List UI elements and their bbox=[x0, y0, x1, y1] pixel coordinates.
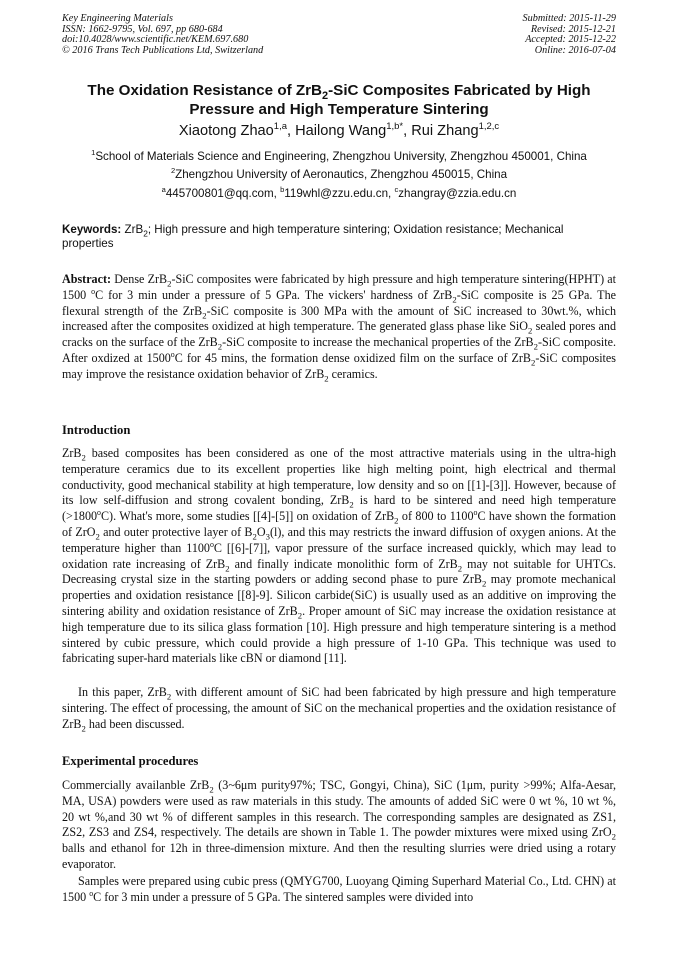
subscript: 2 bbox=[225, 562, 230, 573]
subscript: 2 bbox=[252, 531, 257, 542]
experimental-paragraph-1 bbox=[62, 778, 616, 873]
author-emails bbox=[62, 187, 616, 201]
superscript: o bbox=[97, 508, 101, 518]
superscript: o bbox=[473, 508, 478, 518]
body-text: (l), and this may restricts the inward diffusion of oxygen anions. At the temperature higher than 1100 bbox=[62, 524, 616, 555]
abstract-text: -SiC composites may improve the resistance oxidation behavior of ZrB bbox=[62, 350, 616, 381]
title-text: The Oxidation Resistance of ZrB bbox=[87, 82, 323, 99]
author-affiliation-mark: 1,b* bbox=[386, 121, 404, 133]
abstract-text: sealed pores and cracks on the surface of the ZrB bbox=[62, 319, 616, 350]
experimental-paragraph-2 bbox=[62, 874, 616, 906]
affiliation-mark: 2 bbox=[170, 166, 176, 176]
body-text: of 800 to 1100 bbox=[398, 509, 474, 524]
body-text: C for 3 min under a pressure of 5 GPa. The sintered samples were divided into bbox=[93, 889, 474, 904]
superscript: o bbox=[170, 349, 175, 359]
body-text: may promote mechanical properties and oxidation resistance [[8]-9]. Silicon carbide(SiC) is usually used as an additive on improving the sintering ability and oxidation resistance of ZrB bbox=[62, 572, 616, 618]
keywords-text: ZrB bbox=[124, 223, 144, 236]
subscript: 2 bbox=[95, 531, 100, 542]
author-name: Hailong Wang bbox=[295, 123, 387, 139]
body-text: . Proper amount of SiC may increase the oxidation resistance at high temperature due to its silica glass formation [10]. High pressure and high temperature sintering is a method sintered by cubic pressure, which could provide a high pressure of 1-10 GPa. This technique was used to fabricating super-hard materials like cBN or diamond [11]. bbox=[62, 603, 616, 666]
subscript: 2 bbox=[457, 562, 463, 573]
subscript: 2 bbox=[533, 341, 538, 352]
issn-line: ISSN: 1662-9795, Vol. 697, pp 680-684 bbox=[62, 23, 223, 35]
keywords bbox=[62, 223, 616, 250]
body-text: based composites has been considered as one of the most attractive materials using in the ultra-high temperature ceramics due to its excellent properties like high melting point, high electrical and thermal conductivity, good mechanical stability at high temperature, low density and so on [[1]-[3]]. However, because of its low self-diffusion and strong covalent bonding, ZrB bbox=[62, 446, 616, 508]
abstract-text: ceramics. bbox=[328, 366, 378, 381]
body-text: Samples were prepared using cubic press (QMYG700, Luoyang Qiming Superhard Material Co., Ltd. CHN) at 1500 bbox=[62, 874, 616, 904]
title-text: -SiC Composites Fabricated by High Pressure and High Temperature Sintering bbox=[189, 82, 591, 118]
keywords-text: ; High pressure and high temperature sintering; Oxidation resistance; Mechanical properties bbox=[62, 223, 564, 250]
journal-name: Key Engineering Materials bbox=[62, 13, 173, 24]
body-text: and finally indicate monolithic form of ZrB bbox=[229, 556, 458, 571]
subscript: 2 bbox=[481, 578, 487, 589]
abstract-text: C for 45 mins, the formation dense oxidized film on the surface of ZrB bbox=[174, 350, 532, 365]
introduction-heading: Introduction bbox=[62, 423, 131, 437]
keywords-label: Keywords: bbox=[62, 223, 122, 236]
online-date: Online: 2016-07-04 bbox=[534, 44, 616, 56]
author-list: Xiaotong Zhao$^{1,a}$, Hailong Wang$^{1,b*}$, Rui Zhang$^{1,2,c}$ bbox=[178, 121, 500, 139]
author-name: Rui Zhang bbox=[411, 123, 479, 139]
introduction-paragraph-1 bbox=[62, 446, 616, 667]
body-text: balls and ethanol for 12h in three-dimension mixture. And then the resulting slurries were dried using a rotary evaporator. bbox=[62, 841, 616, 871]
abstract-text: -SiC composite. After oxdized at 1500 bbox=[62, 335, 617, 365]
email-link[interactable]: 445700801@qq.com, bbox=[165, 187, 277, 200]
body-text: with different amount of SiC had been fabricated by high pressure and high temperature sintering. The effect of processing, the amount of SiC on the mechanical properties and the oxidation resistance of ZrB bbox=[62, 685, 616, 731]
subscript: 2 bbox=[452, 294, 457, 305]
body-text: ZrB bbox=[62, 446, 82, 460]
accepted-date: Accepted: 2015-12-22 bbox=[525, 34, 616, 46]
abstract-label: Abstract: bbox=[62, 272, 112, 286]
affiliation-2 bbox=[62, 168, 616, 182]
email-link[interactable]: zhangray@zzia.edu.cn bbox=[398, 187, 517, 200]
subscript: 2 bbox=[202, 310, 207, 320]
copyright-line: © 2016 Trans Tech Publications Ltd, Switzerland bbox=[62, 44, 264, 56]
email-link[interactable]: 119whl@zzu.edu.cn, bbox=[284, 187, 392, 200]
subscript: 2 bbox=[394, 515, 399, 526]
superscript: o bbox=[209, 539, 214, 549]
body-text: (3~6μm purity97%; TSC, Gongyi, China), SiC (1μm, purity >99%; Alfa-Aesar, MA, USA) powders were used as raw materials in this study. The amounts of added SiC were 0 wt %, 10 wt %, 20 wt %,and 30 wt % of different samples in this research. The corresponding samples are designated as ZS1, ZS2, ZS3 and ZS4, respectively. The details are shown in Table 1. The powder mixtures were mixed using ZrO bbox=[62, 778, 617, 840]
experimental-heading: Experimental procedures bbox=[62, 754, 199, 768]
body-text: may not suitable for UHTCs. Decreasing crystal size in the starting powders or adding second phase to pure ZrB bbox=[62, 556, 616, 587]
journal-info bbox=[62, 14, 263, 56]
subscript: 2 bbox=[531, 357, 536, 368]
email-mark: b bbox=[280, 185, 285, 195]
subscript: 3 bbox=[265, 531, 270, 542]
author-affiliation-mark: 1,2,c bbox=[478, 121, 500, 133]
subscript: 2 bbox=[81, 723, 86, 733]
subscript: 2 bbox=[166, 691, 172, 702]
email-mark: c bbox=[394, 185, 399, 195]
subscript: 2 bbox=[81, 452, 86, 463]
paper-title bbox=[62, 82, 616, 119]
submitted-date: Submitted: 2015-11-29 bbox=[522, 13, 616, 24]
subscript: 2 bbox=[349, 499, 354, 510]
superscript: o bbox=[89, 888, 94, 898]
subscript: 2 bbox=[611, 831, 616, 842]
abstract-text: -SiC composite is 25 GPa. The flexural strength of the ZrB bbox=[62, 287, 616, 318]
body-text: C). What's more, some studies [[4]-[5]] on oxidation of ZrB bbox=[100, 509, 395, 524]
affiliation-text: School of Materials Science and Engineering, Zhengzhou University, Zhengzhou 450001, China bbox=[95, 150, 587, 163]
abstract-text: C for 3 min under a pressure of 5 GPa. The vickers' hardness of ZrB bbox=[95, 287, 453, 302]
superscript: o bbox=[91, 286, 96, 296]
revised-date: Revised: 2015-12-21 bbox=[530, 23, 616, 35]
subscript: 2 bbox=[167, 278, 172, 289]
body-text: C [[6]-[7]], vapor pressure of the surface increased quickly, which may lead to oxidation rate increasing of ZrB bbox=[62, 540, 616, 571]
subscript: 2 bbox=[528, 325, 533, 336]
introduction-paragraph-2 bbox=[62, 685, 616, 732]
abstract bbox=[62, 272, 616, 383]
title-subscript: 2 bbox=[322, 90, 329, 103]
doi-line[interactable]: doi:10.4028/www.scientific.net/KEM.697.680 bbox=[62, 34, 249, 46]
author-affiliation-mark: 1,a bbox=[273, 121, 287, 133]
author-name: Xiaotong Zhao bbox=[178, 123, 274, 139]
subscript: 2 bbox=[297, 610, 303, 621]
affiliation-text: Zhengzhou University of Aeronautics, Zhengzhou 450015, China bbox=[175, 168, 508, 181]
body-text: In this paper, ZrB bbox=[78, 685, 167, 699]
body-text: O bbox=[256, 524, 266, 539]
subscript: 2 bbox=[209, 784, 214, 795]
email-mark: a bbox=[161, 185, 166, 195]
subscript: 2 bbox=[217, 341, 223, 352]
abstract-text: -SiC composites were fabricated by high pressure and high temperature sintering(HPHT) at 1500 bbox=[62, 272, 616, 302]
body-text: had been discussed. bbox=[85, 716, 185, 731]
affiliation-mark: 1 bbox=[91, 148, 96, 158]
keywords-subscript: 2 bbox=[143, 228, 148, 239]
abstract-text: -SiC composite to increase the mechanical properties of the ZrB bbox=[222, 335, 534, 350]
abstract-text: -SiC composite is 300 MPa with the amount of SiC increased to 30wt.%, which increased after the composites oxidized at high temperature. The generated glass phase like SiO bbox=[62, 303, 616, 334]
body-text: and outer protective layer of B bbox=[99, 524, 253, 539]
subscript: 2 bbox=[324, 373, 329, 384]
body-text: Commercially availanble ZrB bbox=[62, 778, 210, 792]
publication-dates bbox=[523, 14, 616, 56]
body-text: is hard to be sintered and need high temperature (>1800 bbox=[62, 493, 616, 524]
affiliation-1 bbox=[62, 150, 616, 164]
abstract-text: Dense ZrB bbox=[114, 272, 168, 286]
body-text: C have shown the formation of ZrO bbox=[62, 509, 616, 539]
